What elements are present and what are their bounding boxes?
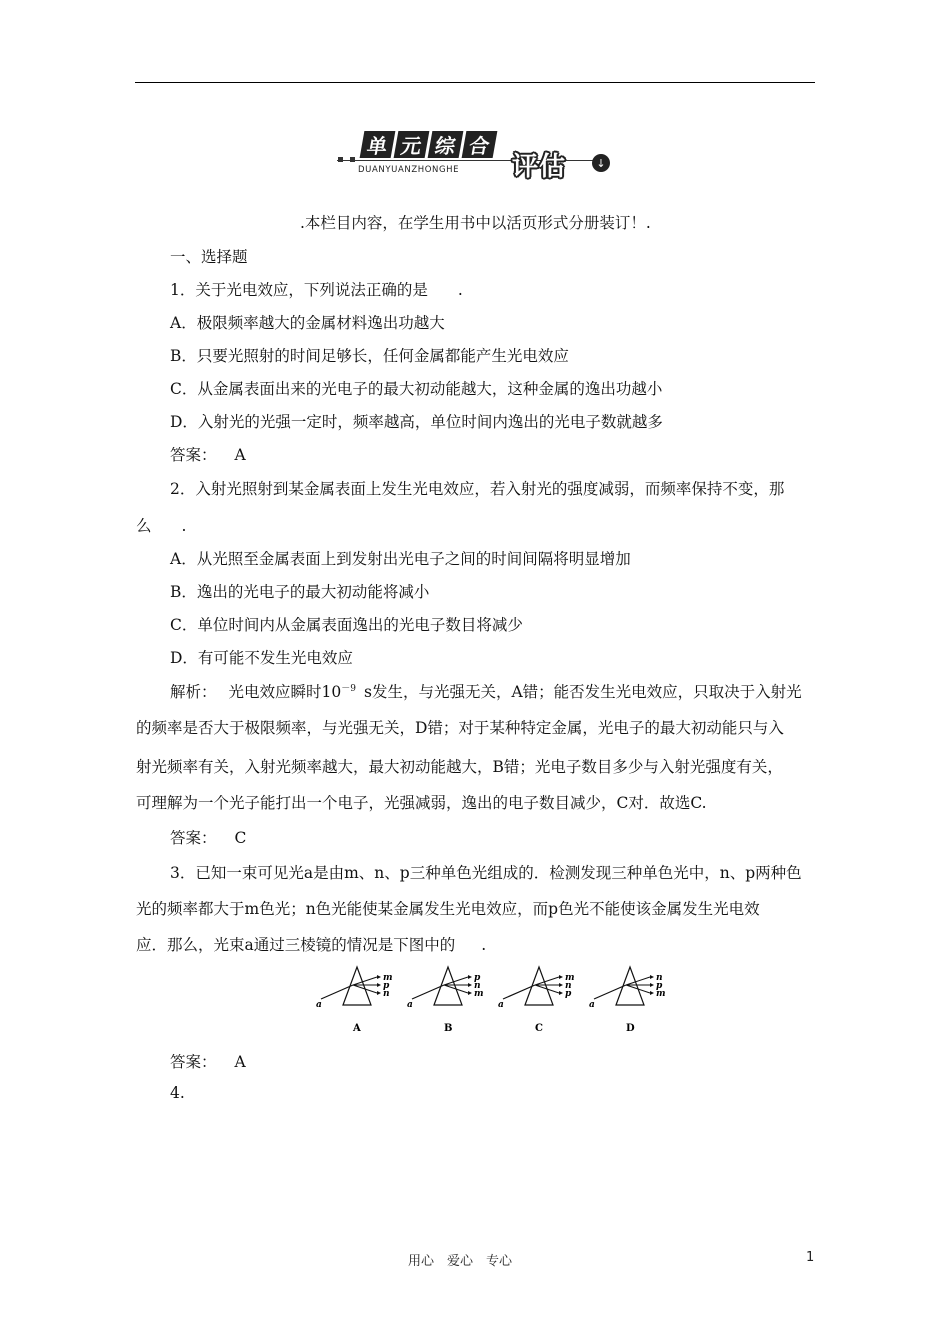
ray-arrowhead — [650, 991, 654, 995]
emergent-ray — [444, 985, 468, 993]
banner-box: 元 — [394, 131, 430, 158]
ray-arrowhead — [468, 991, 472, 995]
ray-arrowhead — [559, 975, 563, 979]
question-stem — [170, 278, 463, 300]
emergent-ray — [535, 977, 559, 985]
analysis-line: 可理解为一个光子能打出一个电子，光强减弱，逸出的电子数目减少，C对．故选C. — [136, 794, 707, 812]
banner-box: 综 — [428, 131, 464, 158]
ray-label: p — [656, 981, 663, 991]
answer-line — [170, 826, 246, 848]
banner-title-boxes — [362, 131, 495, 158]
option-c: C．单位时间内从金属表面逸出的光电子数目将减少 — [170, 616, 523, 634]
banner-box: 单 — [360, 131, 396, 158]
answer-label: 答案： — [170, 446, 217, 464]
ray-arrowhead — [650, 975, 654, 979]
option-d: D．入射光的光强一定时，频率越高，单位时间内逸出的光电子数就越多 — [170, 413, 663, 431]
ray-arrowhead — [377, 991, 381, 995]
ray-arrowhead — [377, 975, 381, 979]
ray-label: n — [565, 981, 572, 991]
ray-label: m — [656, 989, 666, 999]
question-4-number: 4. — [170, 1084, 185, 1102]
incident-label: a — [407, 1000, 413, 1010]
option-c: C．从金属表面出来的光电子的最大初动能越大，这种金属的逸出功越小 — [170, 380, 663, 398]
ray-label: n — [383, 989, 390, 999]
analysis-label: 解析： — [170, 683, 217, 701]
option-label: A — [353, 1023, 361, 1034]
answer-value: C — [234, 829, 247, 847]
ray-label: n — [656, 973, 663, 983]
ray-label: m — [474, 989, 484, 999]
ray-label: p — [474, 973, 481, 983]
page-number: 1 — [806, 1250, 815, 1265]
notice-text: .本栏目内容，在学生用书中以活页形式分册装订！. — [300, 214, 651, 232]
answer-line — [170, 443, 246, 465]
emergent-ray — [626, 985, 650, 993]
header-rule — [135, 82, 815, 83]
ray-arrowhead — [468, 983, 472, 987]
stem-text: 么 — [136, 517, 152, 535]
question-stem: 3．已知一束可见光a是由m、n、p三种单色光组成的．检测发现三种单色光中，n、p两种色 — [170, 864, 802, 882]
analysis-line: 射光频率有关，入射光频率越大，最大初动能越大，B错；光电子数目多少与入射光强度有关， — [136, 758, 783, 776]
exponent: －9 — [341, 684, 356, 694]
ray-arrowhead — [559, 983, 563, 987]
banner-pinyin: DUANYUANZHONGHE — [358, 165, 460, 175]
question-stem-cont — [136, 933, 486, 955]
banner-rule — [337, 160, 607, 161]
analysis-line: 的频率是否大于极限频率，与光强无关，D错；对于某种特定金属，光电子的最大初动能只与入 — [136, 719, 784, 737]
ray-label: m — [383, 973, 393, 983]
ray-arrowhead — [377, 983, 381, 987]
stem-text: 应．那么，光束a通过三棱镜的情况是下图中的 — [136, 936, 456, 954]
ray-label: p — [383, 981, 390, 991]
answer-label: 答案： — [170, 1053, 217, 1071]
question-stem-cont: 光的频率都大于m色光；n色光能使某金属发生光电效应，而p色光不能使该金属发生光电效 — [136, 900, 760, 918]
incident-label: a — [498, 1000, 504, 1010]
option-label: B — [444, 1023, 453, 1034]
option-label: D — [626, 1023, 635, 1034]
emergent-ray — [444, 977, 468, 985]
ray-label: n — [474, 981, 481, 991]
answer-label: 答案： — [170, 829, 217, 847]
answer-blank: . — [481, 936, 487, 954]
emergent-ray — [535, 985, 559, 993]
option-d: D．有可能不发生光电效应 — [170, 649, 353, 667]
ray-arrowhead — [559, 991, 563, 995]
ray-arrowhead — [468, 975, 472, 979]
emergent-ray — [353, 985, 377, 993]
emergent-ray — [353, 977, 377, 985]
answer-value: A — [234, 446, 246, 464]
banner-box: 合 — [462, 131, 498, 158]
banner-title-2: 评估 — [512, 152, 567, 182]
footer-motto: 用心 爱心 专心 — [408, 1254, 513, 1269]
incident-label: a — [316, 1000, 322, 1010]
ray-label: p — [565, 989, 572, 999]
answer-blank: . — [181, 517, 187, 535]
analysis-line — [170, 680, 802, 702]
ray-label: m — [565, 973, 575, 983]
option-a: A．极限频率越大的金属材料逸出功越大 — [170, 314, 445, 332]
question-stem-cont — [136, 514, 186, 536]
answer-line — [170, 1050, 246, 1072]
analysis-text: 光电效应瞬时10 — [228, 683, 342, 701]
question-stem: 2．入射光照射到某金属表面上发生光电效应，若入射光的强度减弱，而频率保持不变，那 — [170, 480, 785, 498]
ray-arrowhead — [650, 983, 654, 987]
option-label: C — [535, 1023, 543, 1034]
answer-blank: . — [457, 281, 463, 299]
option-b: B．逸出的光电子的最大初动能将减小 — [170, 583, 430, 601]
option-a: A．从光照至金属表面上到发射出光电子之间的时间间隔将明显增加 — [170, 550, 631, 568]
analysis-text: s发生，与光强无关，A错；能否发生光电效应，只取决于入射光 — [363, 683, 802, 701]
incident-label: a — [589, 1000, 595, 1010]
section-heading: 一、选择题 — [170, 248, 248, 266]
prism-figure — [313, 963, 675, 1035]
emergent-ray — [626, 977, 650, 985]
arrow-down-circle-icon: ↓ — [592, 154, 610, 172]
option-b: B．只要光照射的时间足够长，任何金属都能产生光电效应 — [170, 347, 569, 365]
answer-value: A — [234, 1053, 246, 1071]
stem-text: 1．关于光电效应，下列说法正确的是 — [170, 281, 428, 299]
